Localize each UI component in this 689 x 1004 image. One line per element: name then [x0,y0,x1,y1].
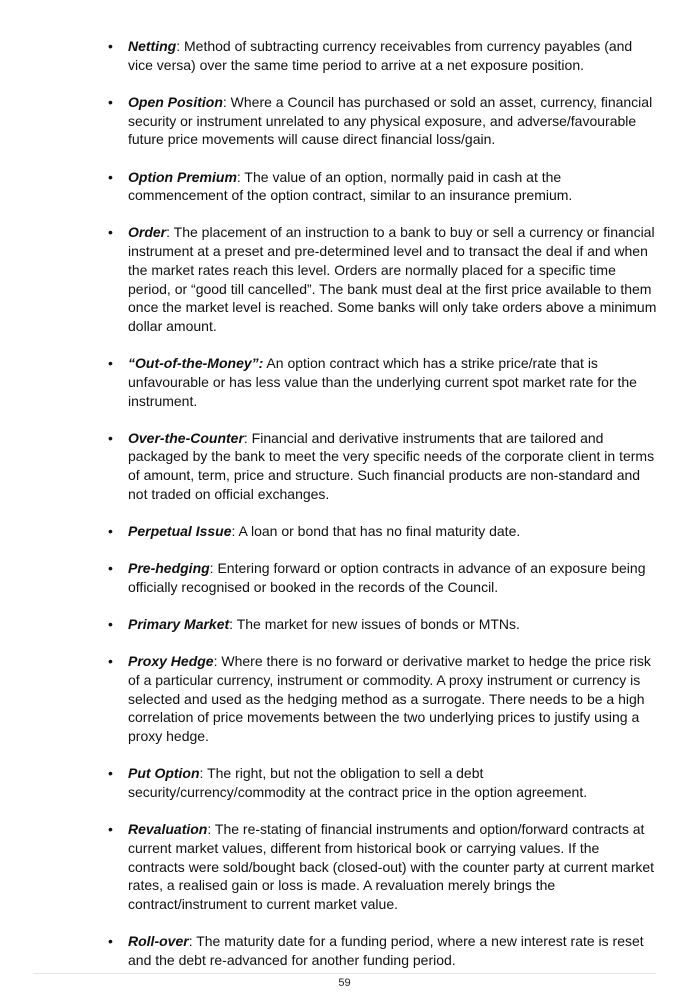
glossary-definition: The re-stating of financial instruments and option/forward contracts at current market values, different from historical book or carrying values. If the contracts were sold/bought back (closed-out) with the counter party at current market rates, a realised gain or loss is made. A revaluation merely brings the contract/instrument to current market value. [128,821,655,913]
glossary-definition: The market for new issues of bonds or MTNs. [233,616,520,633]
glossary-list [0,37,689,988]
term-separator: : [166,224,171,241]
glossary-entry [0,559,689,596]
bullet: • [108,429,113,446]
term-separator: : [213,653,218,670]
bullet: • [108,523,113,540]
glossary-term: Order [128,224,167,241]
term-separator: : [236,168,241,185]
term-separator: : [199,765,204,782]
glossary-definition: Where there is no forward or derivative market to hedge the price risk of a particular currency, instrument or commodity. A proxy instrument or currency is selected and used as the hedging method as a surrogate. There needs to be a high correlation of price movements between the two underlying prices to justify using a proxy hedge. [128,653,651,745]
term-separator: : [231,523,236,540]
glossary-entry [0,93,689,149]
bullet: • [108,765,113,782]
bullet: • [108,168,113,185]
glossary-entry [0,522,689,541]
glossary-term: Proxy Hedge [128,653,214,670]
glossary-definition: Financial and derivative instruments that are tailored and packaged by the bank to meet the very specific needs of the corporate client in terms of amount, term, price and structure. Such financial products are non-standard and not traded on official exchanges. [128,429,655,502]
bullet: • [108,821,113,838]
term-separator: : [188,933,193,950]
term-separator: : [176,38,181,54]
term-separator: : [229,616,234,633]
glossary-entry [0,764,689,801]
term-separator: : [209,560,214,577]
glossary-entry [0,37,689,74]
glossary-definition: The value of an option, normally paid in cash at the commencement of the option contract, similar to an insurance premium. [128,168,573,204]
glossary-term: Pre-hedging [128,560,210,577]
term-separator: : [222,93,227,110]
bullet: • [108,38,113,54]
bullet: • [108,616,113,633]
glossary-definition: Where a Council has purchased or sold an asset, currency, financial security or instrument unrelated to any physical exposure, and adverse/favourable future price movements will cause direct financial loss/gain. [128,93,653,148]
glossary-definition: The right, but not the obligation to sell a debt security/currency/commodity at the contract price in the option agreement. [128,765,588,801]
glossary-term: Perpetual Issue [128,523,232,540]
page-number: 59 [338,977,351,989]
glossary-definition: Entering forward or option contracts in advance of an exposure being officially recognised or booked in the records of the Council. [128,560,646,595]
bullet: • [108,224,113,241]
glossary-entry [0,820,689,914]
bullet: • [108,93,113,110]
glossary-term: “Out-of-the-Money”: [128,355,264,372]
glossary-entry [0,652,689,746]
glossary-definition: The maturity date for a funding period, where a new interest rate is reset and the debt re-advanced for another funding period. [128,933,644,969]
glossary-definition: The placement of an instruction to a bank to buy or sell a currency or financial instrument at a preset and pre-determined level and to transact the deal if and when the market rates reach this level. Orders are normally placed for a specific time period, or “good till cancelled”. The bank must deal at the first price available to them once the market level is reached. Some banks will only take orders above a minimum dollar amount. [128,224,657,334]
glossary-term: Primary Market [128,616,230,633]
glossary-definition: Method of subtracting currency receivables from currency payables (and vice versa) over the same time period to arrive at a net exposure position. [128,38,633,73]
glossary-term: Over-the-Counter [128,429,244,446]
glossary-entry [0,354,689,410]
glossary-entry [0,615,689,634]
glossary-term: Revaluation [128,821,208,838]
glossary-entry [0,932,689,969]
bullet: • [108,933,113,950]
glossary-entry [0,168,689,205]
glossary-entry [0,223,689,335]
term-separator: : [243,429,248,446]
glossary-term: Put Option [128,765,200,782]
glossary-term: Option Premium [128,168,237,185]
bullet: • [108,653,113,670]
glossary-term: Open Position [128,93,223,110]
term-separator: : [207,821,212,838]
bullet: • [108,355,113,372]
glossary-entry [0,429,689,504]
glossary-term: Netting [128,38,177,54]
bullet: • [108,560,113,577]
glossary-definition: An option contract which has a strike price/rate that is unfavourable or has less value than the underlying current spot market rate for the instrument. [128,355,637,409]
footer-divider [33,973,656,974]
glossary-definition: A loan or bond that has no final maturity date. [235,523,521,540]
glossary-term: Roll-over [128,933,189,950]
